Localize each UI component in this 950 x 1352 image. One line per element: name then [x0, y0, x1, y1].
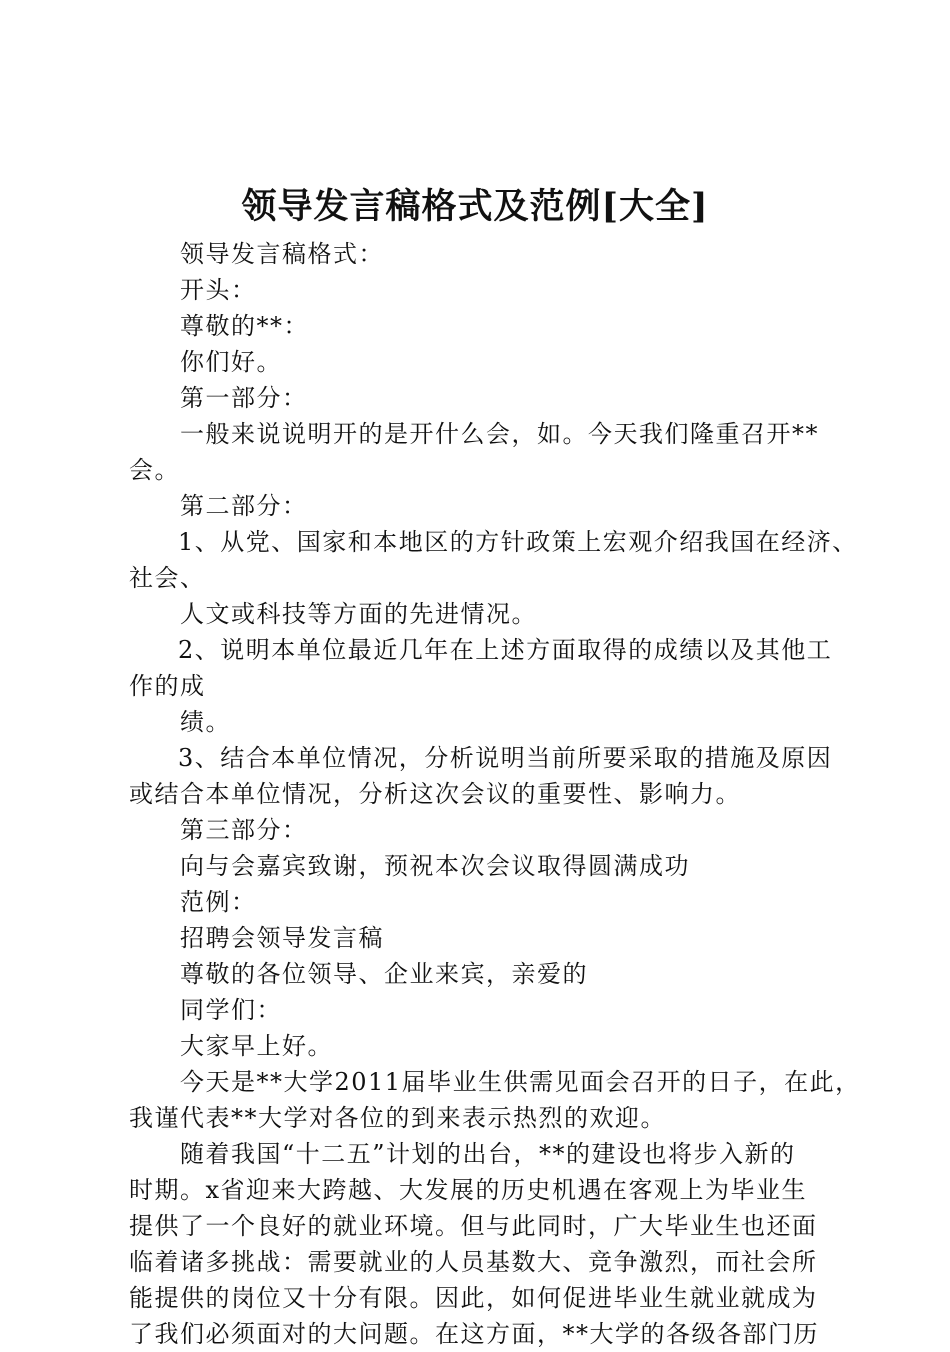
- text-line: 3、结合本单位情况，分析说明当前所要采取的措施及原因: [178, 744, 833, 772]
- text-line: 1、从党、国家和本地区的方针政策上宏观介绍我国在经济、: [178, 528, 858, 556]
- text-line: 作的成: [129, 672, 206, 700]
- text-line: 你们好。: [180, 348, 282, 376]
- text-line: 一般来说说明开的是开什么会，如。今天我们隆重召开**: [180, 420, 819, 448]
- text-line: 今天是**大学2011届毕业生供需见面会召开的日子，在此，: [180, 1068, 861, 1096]
- text-line: 了我们必须面对的大问题。在这方面，**大学的各级各部门历: [129, 1320, 819, 1348]
- text-line: 绩。: [180, 708, 231, 736]
- document-body: [129, 236, 861, 1352]
- text-line: 随着我国“十二五”计划的出台，**的建设也将步入新的: [180, 1140, 796, 1168]
- text-line: 时期。x省迎来大跨越、大发展的历史机遇在客观上为毕业生: [129, 1176, 808, 1204]
- text-line: 人文或科技等方面的先进情况。: [180, 600, 537, 628]
- text-line: 开头：: [180, 276, 257, 304]
- text-line: 领导发言稿格式：: [180, 240, 384, 268]
- text-line: 能提供的岗位又十分有限。因此，如何促进毕业生就业就成为: [129, 1284, 818, 1312]
- text-line: 社会、: [129, 564, 206, 592]
- text-line: 尊敬的各位领导、企业来宾，亲爱的: [180, 960, 588, 988]
- text-line: 第二部分：: [180, 492, 308, 520]
- text-line: 范例：: [180, 888, 257, 916]
- text-line: 向与会嘉宾致谢，预祝本次会议取得圆满成功: [180, 852, 690, 880]
- text-line: 我谨代表**大学对各位的到来表示热烈的欢迎。: [129, 1104, 666, 1132]
- text-line: 2、说明本单位最近几年在上述方面取得的成绩以及其他工: [178, 636, 833, 664]
- text-line: 第三部分：: [180, 816, 308, 844]
- text-line: 临着诸多挑战：需要就业的人员基数大、竞争激烈，而社会所: [129, 1248, 818, 1276]
- text-line: 或结合本单位情况，分析这次会议的重要性、影响力。: [129, 780, 741, 808]
- text-line: 提供了一个良好的就业环境。但与此同时，广大毕业生也还面: [129, 1212, 818, 1240]
- text-line: 招聘会领导发言稿: [180, 924, 384, 952]
- text-line: 会。: [129, 456, 180, 484]
- text-line: 第一部分：: [180, 384, 308, 412]
- document-title: 领导发言稿格式及范例[大全]: [241, 186, 709, 227]
- text-line: 同学们：: [180, 996, 282, 1024]
- text-line: 大家早上好。: [180, 1032, 333, 1060]
- text-line: 尊敬的**：: [180, 312, 309, 340]
